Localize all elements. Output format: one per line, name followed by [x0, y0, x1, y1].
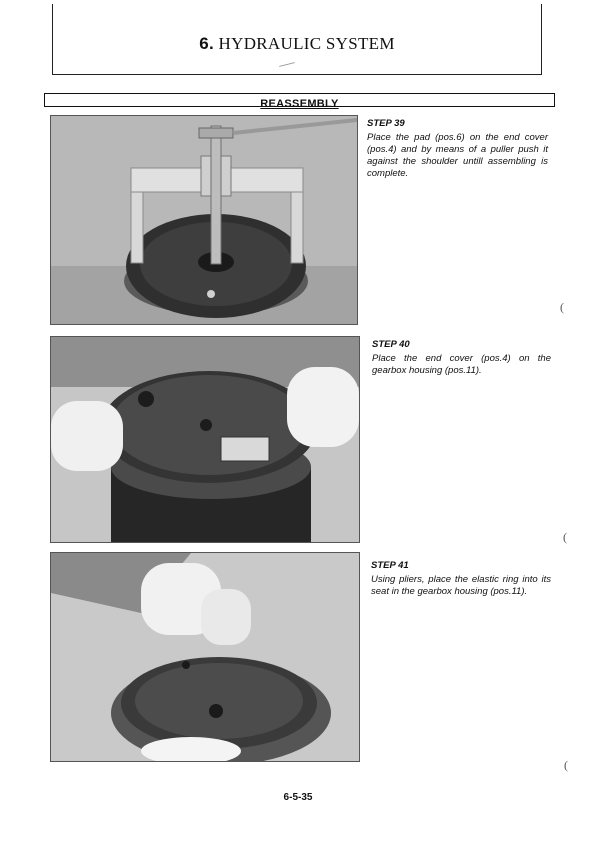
margin-mark: ( [560, 300, 564, 314]
page-number: 6-5-35 [283, 792, 313, 803]
header-box [52, 4, 542, 75]
chapter-title: HYDRAULIC SYSTEM [218, 34, 395, 53]
step-40-photo-illustration [51, 337, 359, 542]
step-39-photo-illustration [51, 116, 357, 324]
section-title: REASSEMBLY [260, 98, 339, 110]
header-scribble [279, 62, 295, 67]
margin-mark: ( [563, 530, 567, 544]
step-40-text: Place the end cover (pos.4) on the gearbox housing (pos.11). [372, 353, 551, 376]
step-41-photo [50, 552, 360, 762]
margin-mark: ( [564, 758, 568, 772]
step-41-title: STEP 41 [371, 560, 409, 571]
page-title [53, 34, 541, 54]
step-41-text: Using pliers, place the elastic ring into its seat in the gearbox housing (pos.11). [371, 574, 551, 597]
step-39-title: STEP 39 [367, 118, 405, 129]
section-heading-bar [44, 93, 555, 110]
chapter-number: 6. [199, 34, 214, 53]
step-41 [371, 560, 551, 598]
step-41-photo-illustration [51, 553, 359, 761]
step-40-title: STEP 40 [372, 339, 410, 350]
step-39-photo [50, 115, 358, 325]
step-39 [367, 118, 548, 180]
step-39-text: Place the pad (pos.6) on the end cover (pos.4) and by means of a puller push it against the shoulder untill assembling is complete. [367, 132, 548, 179]
step-40-photo [50, 336, 360, 543]
step-40 [372, 339, 551, 377]
